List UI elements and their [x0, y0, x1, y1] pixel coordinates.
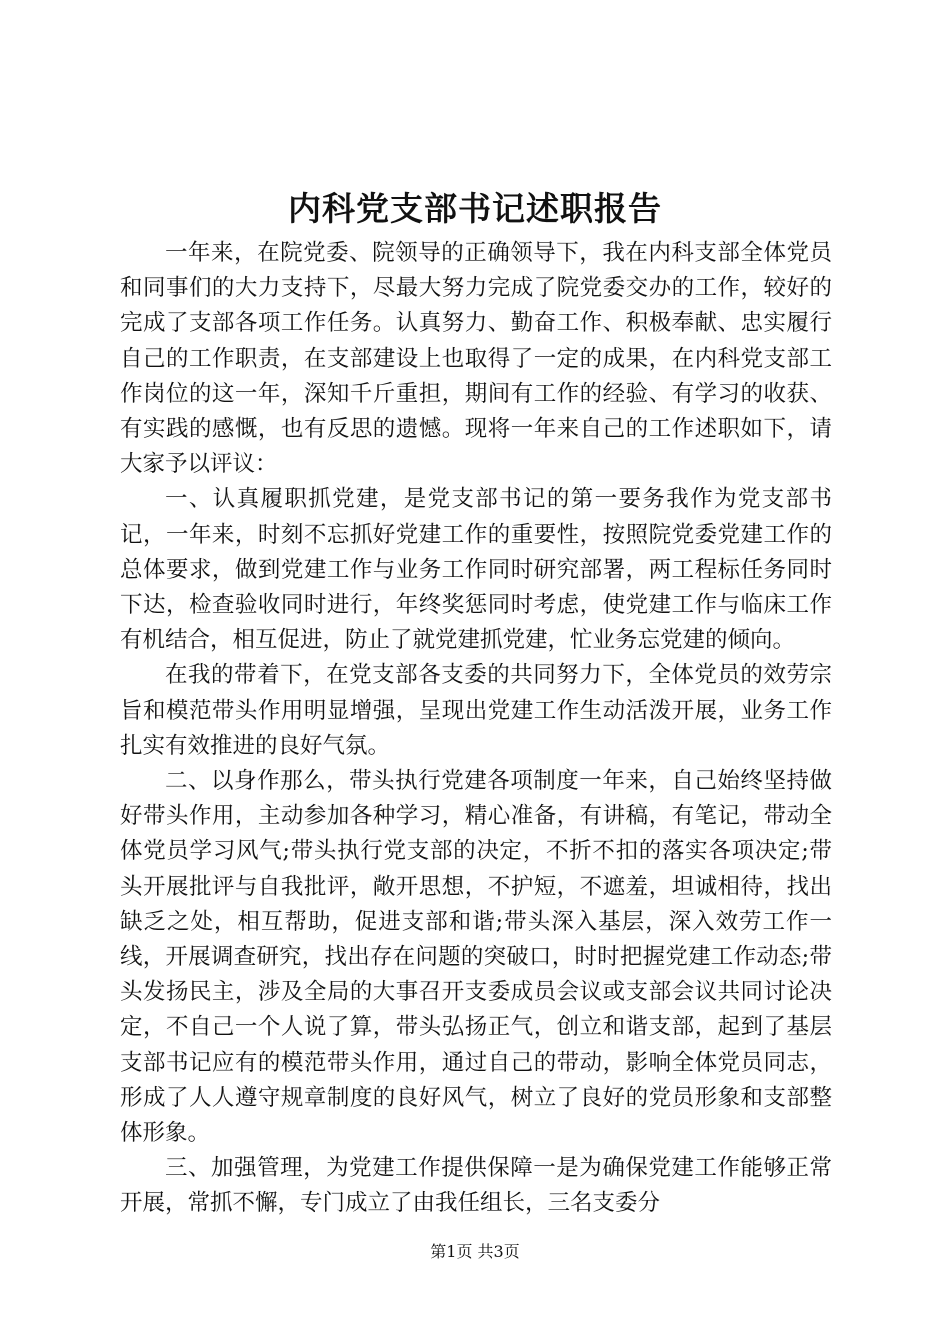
document-title: 内科党支部书记述职报告: [288, 189, 662, 228]
paragraph-section-1-result: 在我的带着下，在党支部各支委的共同努力下，全体党员的效劳宗旨和模范带头作用明显增强，呈现出党建工作生动活泼开展，业务工作扎实有效推进的良好气氛。: [120, 662, 832, 759]
paragraph-section-1: 一、认真履职抓党建，是党支部书记的第一要务我作为党支部书记，一年来，时刻不忘抓好党建工作的重要性，按照院党委党建工作的总体要求，做到党建工作与业务工作同时研究部署，两工程标任务同时下达，检查验收同时进行，年终奖惩同时考虑，使党建工作与临床工作有机结合，相互促进，防止了就党建抓党建，忙业务忘党建的倾向。: [120, 486, 832, 654]
page-footer: 第1页 共3页: [430, 1242, 520, 1261]
paragraph-intro: 一年来，在院党委、院领导的正确领导下，我在内科支部全体党员和同事们的大力支持下，尽最大努力完成了院党委交办的工作，较好的完成了支部各项工作任务。认真努力、勤奋工作、积极奉献、忠实履行自己的工作职责，在支部建设上也取得了一定的成果，在内科党支部工作岗位的这一年，深知千斤重担，期间有工作的经验、有学习的收获、有实践的感慨，也有反思的遗憾。现将一年来自己的工作述职如下，请大家予以评议：: [120, 240, 832, 478]
paragraph-section-3: 三、加强管理，为党建工作提供保障一是为确保党建工作能够正常开展，常抓不懈，专门成立了由我任组长，三名支委分: [120, 1155, 832, 1217]
document-body: [120, 236, 832, 1222]
paragraph-section-2: 二、以身作那么，带头执行党建各项制度一年来，自己始终坚持做好带头作用，主动参加各种学习，精心准备，有讲稿，有笔记，带动全体党员学习风气;带头执行党支部的决定，不折不扣的落实各项决定;带头开展批评与自我批评，敞开思想，不护短，不遮羞，坦诚相待，找出缺乏之处，相互帮助，促进支部和谐;带头深入基层，深入效劳工作一线，开展调查研究，找出存在问题的突破口，时时把握党建工作动态;带头发扬民主，涉及全局的大事召开支委成员会议或支部会议共同讨论决定，不自己一个人说了算，带头弘扬正气，创立和谐支部，起到了基层支部书记应有的模范带头作用，通过自己的带动，影响全体党员同志，形成了人人遵守规章制度的良好风气，树立了良好的党员形象和支部整体形象。: [120, 768, 832, 1147]
